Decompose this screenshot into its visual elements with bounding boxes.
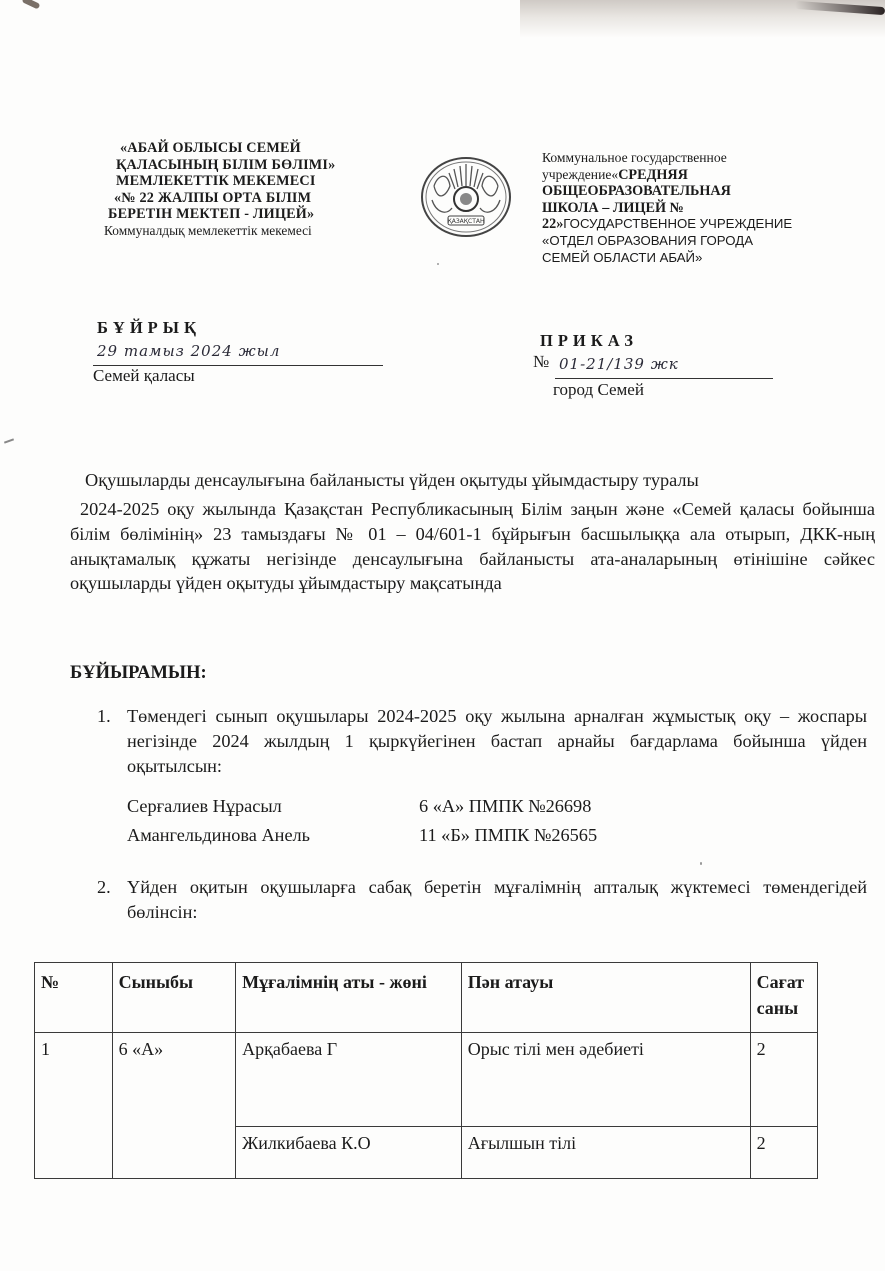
order-item-2 [97,875,867,925]
header-teacher: Мұғалімнің аты - жөні [236,963,462,1033]
date-field [93,340,383,366]
cell-class: 6 «А» [112,1033,236,1179]
speck [437,263,439,265]
header-left-subline: Коммуналдық мемлекеттік мекемесі [104,222,312,238]
header-right-line [542,167,872,184]
header-subject: Пән атауы [461,963,750,1033]
order-title-ru: ПРИКАЗ [540,331,638,350]
header-right-text: ГОСУДАРСТВЕННОЕ УЧРЕЖДЕНИЕ [563,216,793,232]
header-right-bold: СРЕДНЯЯ [618,166,688,183]
item-number: 1. [97,706,111,726]
table-row [35,1033,818,1127]
cell-hours: 2 [750,1127,817,1179]
header-right-line: Коммунальное государственное [542,150,727,165]
cell-teacher: Жилкибаева К.О [236,1127,462,1179]
student-row [127,792,597,821]
kazakhstan-state-emblem-icon [420,156,512,238]
cell-hours: 2 [750,1033,817,1127]
student-info: 6 «А» ПМПК №26698 [419,796,592,816]
header-right-text: учреждение« [542,166,619,182]
handwritten-order-number: 01-21/139 жк [559,355,679,373]
header-right-line [542,216,872,233]
order-item-1 [97,704,867,778]
teacher-load-table [34,962,818,1179]
document-title: Оқушыларды денсаулығына байланысты үйден оқытуды ұйымдастыру туралы [85,470,699,490]
student-list [127,792,597,850]
order-number-field [555,354,773,379]
header-left-line: БЕРЕТІН МЕКТЕП - ЛИЦЕЙ» [108,206,315,223]
header-left-line: «АБАЙ ОБЛЫСЫ СЕМЕЙ [120,140,301,156]
header-right-line: «ОТДЕЛ ОБРАЗОВАНИЯ ГОРОДА [542,232,754,248]
table-header-row [35,963,818,1033]
header-hours: Сағат саны [750,963,817,1033]
speck [4,438,14,443]
student-info: 11 «Б» ПМПК №26565 [419,825,598,845]
cell-subject: Орыс тілі мен әдебиеті [461,1033,750,1127]
header-left-kz [104,140,408,240]
cell-teacher: Арқабаева Г [236,1033,462,1127]
item-number: 2. [97,877,111,897]
handwritten-date: 29 тамыз 2024 жыл [97,342,281,360]
header-right-line: СЕМЕЙ ОБЛАСТИ АБАЙ» [542,249,703,265]
speck [700,862,702,865]
item-text: Үйден оқитын оқушыларға сабақ беретін мұғалімнің апталық жүктемесі төмендегідей бөлінсін: [127,877,867,922]
city-kz: Семей қаласы [93,366,195,385]
preamble-paragraph: 2024-2025 оқу жылында Қазақстан Республикасының Білім заңын және «Семей қаласы бойынша білім бөлімінің» 23 тамыздағы № 01 – 04/601-1 бұйрығын басшылыққа ала отырып, ДКК-ның анықтамалық құжаты негізінде денсаулығына байланысты ата-аналарының өтінішіне сәйкес оқушыларды үйден оқытуды ұйымдастыру мақсатында [70,499,875,594]
header-right-line: ОБЩЕОБРАЗОВАТЕЛЬНАЯ [542,183,731,200]
city-ru: город Семей [553,380,644,399]
header-left-line: ҚАЛАСЫНЫҢ БІЛІМ БӨЛІМІ» [116,156,336,173]
header-right-ru [542,150,872,266]
header-class: Сыныбы [112,963,236,1033]
order-heading: БҰЙЫРАМЫН: [70,663,207,683]
student-name: Серғалиев Нұрасыл [127,796,282,816]
header-left-line: МЕМЛЕКЕТТІК МЕКЕМЕСІ [116,173,316,190]
header-right-bold: 22» [542,216,564,233]
order-title-kz: БҰЙРЫҚ [97,318,201,337]
student-row [127,821,597,850]
paper-clip-mark [22,0,41,10]
order-number-prefix: № [533,352,550,371]
student-name: Амангельдинова Анель [127,825,311,845]
cell-no: 1 [35,1033,113,1179]
cell-subject: Ағылшын тілі [461,1127,750,1179]
header-left-line: «№ 22 ЖАЛПЫ ОРТА БІЛІМ [114,189,312,206]
header-right-line: ШКОЛА – ЛИЦЕЙ № [542,199,684,216]
emblem-label: ҚАЗАҚСТАН [447,218,485,225]
item-text: Төмендегі сынып оқушылары 2024-2025 оқу жылына арналған жұмыстық оқу – жоспары негізінде 2024 жылдың 1 қыркүйегінен бастап арнайы бағдарлама бойынша үйден оқытылсын: [127,706,867,776]
header-no: № [35,963,113,1033]
